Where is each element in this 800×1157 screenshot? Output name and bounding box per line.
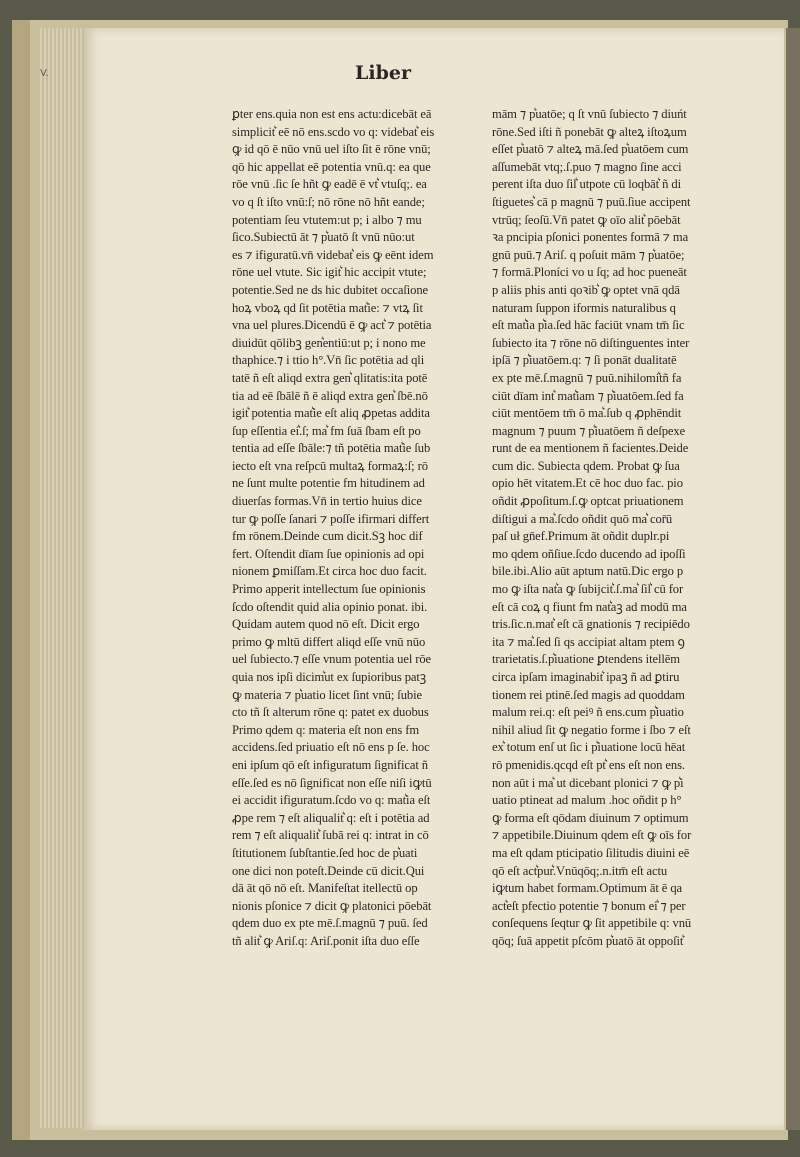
text-line: p aliis phis anti qoꝛib͛ ꝙ optet vnā qdā: [492, 282, 680, 297]
text-line: thaphice.⁊ i ttio h°.Vn̄ ſic potētia ad qli: [232, 353, 425, 368]
text-line: ipſā ⁊ p͛iuatōem.q: ⁊ ſi ponāt dualitatē: [492, 353, 677, 368]
text-line: Primo qdem q: materia eſt non ens fm: [232, 722, 420, 737]
text-line: rō pmenidis.qcqd eſt pt͛ ens eſt non ens.: [492, 757, 685, 772]
text-line: ita ⁊ ma͛.ſed ſi qs accipiat altam ptem ꝯ: [492, 634, 685, 649]
text-line: tatē ñ eſt aliqd extra gen͛ qlitatis:ita potē: [232, 370, 428, 385]
text-line: ⁊ appetibile.Diuinum qdem eſt ꝙ oīs for: [492, 828, 692, 843]
text-line: oñdit ꝓpoſitum.ſ.ꝙ optcat priuationem: [492, 494, 684, 509]
text-line: ei accidit ifiguratum.ſcdo vo q: mat͛ia eſt: [232, 793, 431, 808]
text-line: diſtigui a ma͛.ſcdo oñdit quō ma͛ cor̄ū: [492, 511, 673, 526]
text-line: accidens.ſed priuatio eſt nō ens p ſe. hoc: [232, 740, 430, 755]
text-line: magnum ⁊ puum ⁊ p͛iuatōem ñ deſpexe: [492, 423, 686, 438]
text-line: vo q ſt iſto vnū:ſ; nō rōne nō hñt eande;: [232, 194, 425, 209]
text-line: circa ipſam imaginabit͛ ipaꝫ ñ ad ꝑtiru: [492, 670, 680, 684]
text-line: mo ꝙ iſta nat͛a ꝙ ſubijcit͛.ſ.ma͛ ſil͛ cū for: [492, 582, 684, 597]
text-line: tentia ad eſſe ſbāle:⁊ tñ potētia mat͛ie ſub: [232, 441, 431, 456]
text-line: uel ſubiecto.⁊ eſſe vnum potentia uel rōe: [232, 652, 432, 667]
text-line: ⁊ formā.Ploníci vo u ſq; ad hoc pueneāt: [492, 265, 687, 280]
text-line: runt de ea mentionem ñ facientes.Deide: [492, 441, 689, 456]
text-line: ma eſt qdam pticipatio ſilitudis diuini eē: [492, 845, 690, 860]
text-line: primo ꝙ mltū differt aliqd eſſe vnū nūo: [232, 634, 426, 649]
text-line: ex͛ totum enſ ut ſic i p͛iuatione locū hēat: [492, 740, 686, 755]
text-line: ꝙ materia ⁊ p͛uatio licet ſint vnū; ſubie: [232, 687, 422, 702]
text-line: qdem duo ex pte mē.ſ.magnū ⁊ puū. ſed: [232, 916, 428, 931]
text-line: simplicit͛ eē nō ens.scdo vo q: videbat͛ eis: [232, 124, 435, 139]
text-line: iꝙtum habet formam.Optimum āt ē qa: [492, 881, 683, 896]
text-line: aſſumebāt vtq;.ſ.puo ⁊ magno ſine acci: [492, 159, 682, 174]
text-column-right: [492, 106, 702, 951]
text-line: es ⁊ ifiguratū.vn̄ videbat͛ eis ꝙ eēnt idem: [232, 247, 434, 262]
text-line: ſico.Subiectū āt ⁊ p͛uatō ſt vnū nūo:ut: [232, 230, 415, 245]
text-line: ꝓpe rem ⁊ eſt aliqualit͛ q: eſt i potētia ad: [232, 810, 430, 825]
text-line: Quidam autem quod nō eſt. Dicit ergo: [232, 617, 420, 632]
text-line: ſcdo oſtendit quid alia opinio ponat. ibi.: [232, 599, 428, 614]
text-line: ꝛa pncipia pſonici ponentes formā ⁊ ma: [492, 230, 689, 245]
text-line: tris.ſic.n.mat͛ eſt cā gnationis ⁊ recipiēdo: [492, 617, 690, 632]
text-line: ciūt dīam int͛ mat͛iam ⁊ p͛iuatōem.ſed fa: [492, 388, 684, 403]
text-line: cum dic. Subiecta qdem. Probat ꝙ ſua: [492, 458, 680, 473]
running-head: Liber: [355, 62, 411, 84]
text-line: rōe vnū .ſic ſe hñt ꝙ eadē ē vt͛ vtuſq;. ea: [232, 177, 427, 192]
text-line: nihil aliud ſit ꝙ negatio forme i ſbo ⁊ eſt: [492, 722, 691, 737]
text-line: eſſe.ſed es nō ſignificat non eſſe niſi iꝙtū: [232, 775, 432, 790]
text-line: eſſet p͛uatō ⁊ alteꝝ mā.ſed p͛uatōem cum: [492, 142, 689, 157]
text-line: opio hēt vitatem.Et cē hoc duo fac. pio: [492, 476, 683, 491]
text-line: iecto eſt vna reſpcū multaꝝ formaꝝ:ſ; rō: [232, 458, 428, 473]
text-line: act͛eſt pfectio potentie ⁊ bonum ei͛ ⁊ per: [492, 898, 686, 913]
text-line: mām ⁊ p͛uatōe; q ſt vnū ſubiecto ⁊ diuńt: [492, 107, 687, 121]
text-line: ex pte mē.ſ.magnū ⁊ puū.nihilomi͛tñ fa: [492, 370, 682, 385]
text-line: mo qdem oñſiue.ſcdo ducendo ad ipoſſi: [492, 546, 686, 561]
text-line: Primo apperit intellectum ſue opinionis: [232, 582, 426, 597]
text-line: qōq; ſuā appetit pſcōm p͛uatō āt oppoſit͛: [492, 933, 684, 948]
text-line: fert. Oſtendit dīam ſue opinionis ad opi: [232, 546, 425, 561]
text-line: qō hic appellat eē potentia vnū.q: ea que: [232, 159, 431, 174]
text-line: ꝑter ens.quia non est ens actu:dicebāt eā: [232, 107, 432, 121]
text-line: potentie.Sed ne ds hic dubitet occaſione: [232, 282, 429, 297]
text-line: vtrūq; ſeoſū.Vn̄ patet ꝙ oīo alit͛ pōebāt: [492, 212, 681, 227]
text-line: tur ꝙ poſſe ſanari ⁊ poſſe ifirmari differt: [232, 511, 430, 526]
text-line: fm rōnem.Deinde cum dicit.Sꝫ hoc dif: [232, 529, 423, 544]
text-line: diuidūt qōlibꝫ gen͛entiū:ut p; i nono me: [232, 335, 426, 350]
text-line: tionem rei ptinē.ſed magis ad quoddam: [492, 687, 685, 702]
margin-mark: V.: [40, 68, 49, 79]
text-line: nionis pſonice ⁊ dicit ꝙ platonici pōebāt: [232, 898, 432, 913]
text-column-left: [232, 106, 442, 951]
text-line: rem ⁊ eſt aliqualit͛ ſubā rei q: intrat in cō: [232, 828, 429, 843]
text-line: hoꝝ vboꝝ qd ſit potētia mat͛ie: ⁊ vtꝝ ſit: [232, 300, 423, 315]
text-line: bile.ibi.Alio aūt aptum natū.Dic ergo p: [492, 564, 684, 579]
text-line: perent iſta duo ſil͛ utpote cū loqbāt͛ ñ di: [492, 177, 681, 192]
text-line: qō eſt act͛pur͛.Vnūqōq;.n.itm̄ eſt actu: [492, 863, 668, 878]
text-line: ciūt mentōem tm̄ ō ma͛.ſub q ꝓphēndit: [492, 406, 682, 421]
text-line: nionem ꝑmiſſam.Et circa hoc duo facit.: [232, 564, 427, 579]
spine-edge: [786, 28, 800, 1130]
text-line: ne ſunt multe potentie fm hitudinem ad: [232, 476, 425, 491]
text-line: non aūt i ma͛ ut dicebant plonici ⁊ ꝙ p͛i: [492, 775, 684, 790]
board-edge: [12, 20, 30, 1140]
text-line: gnū puū.⁊ Ariſ. q poſuit mām ⁊ p͛uatōe;: [492, 247, 685, 262]
text-line: dā āt qō nō eſt. Manifeſtat itellectū op: [232, 881, 418, 896]
text-line: rōne uel vtute. Sic igit͛ hic accipit vtute;: [232, 265, 427, 280]
text-line: igit͛ potentia mat͛ie eſt aliq ꝓpetas addita: [232, 406, 430, 421]
text-line: vna uel plures.Dicendū ē ꝙ act͛ ⁊ potētia: [232, 318, 432, 333]
text-line: eni ipſum qō eſt infiguratum ſignificat ñ: [232, 757, 428, 772]
text-line: malum rei.q: eſt peiꝰ ñ ens.cum p͛iuatio: [492, 705, 684, 720]
text-line: potentiam ſeu vtutem:ut p; i albo ⁊ mu: [232, 212, 422, 227]
page-edges: [40, 28, 88, 1128]
text-line: ſup eſſentia ei͛.ſ; ma͛ fm ſuā ſbam eſt po: [232, 423, 421, 438]
text-line: one dici non poteſt.Deinde cū dicit.Qui: [232, 863, 425, 878]
text-line: naturam ſuppon iformis naturalibus q: [492, 300, 676, 315]
text-line: ꝙ forma eſt qōdam diuinum ⁊ optimum: [492, 810, 689, 825]
text-line: ꝙ id qō ē nūo vnū uel iſto ſit ē rōne vnū;: [232, 142, 431, 157]
text-line: rōne.Sed iſti ñ ponebāt ꝙ alteꝝ iſtoꝝum: [492, 124, 687, 139]
text-line: diuerſas formas.Vn̄ in tertio huius dice: [232, 494, 422, 509]
text-line: eſt mat͛ia p͛ia.ſed hāc faciūt vnam tm̄ ſic: [492, 318, 685, 333]
text-line: ſtiguetes͛ cā p magnū ⁊ puū.ſiue accipent: [492, 194, 691, 209]
text-line: tia ad eē ſbālē ñ ē aliqd extra gen͛ ſbē.nō: [232, 388, 428, 403]
text-line: uatio ptineat ad malum .hoc oñdit p h°: [492, 793, 682, 808]
text-line: trarietatis.ſ.p͛iuatione ꝑtendens itellēm: [492, 652, 680, 667]
text-line: paſ uł gn̄ef.Primum āt oñdit duplr.pi: [492, 529, 670, 544]
text-line: quia nos ipſi dicim͛ut ex ſupioribus patꝫ: [232, 670, 427, 684]
text-line: conſequens ſeqtur ꝙ ſit appetibile q: vnū: [492, 916, 692, 931]
text-line: cto tñ ſt alterum rōne q: patet ex duobus: [232, 705, 429, 720]
text-line: eſt cā coꝝ q fiunt fm nat͛aꝫ ad modū ma: [492, 599, 687, 614]
text-line: ſtitutionem ſubſtantie.ſed hoc de p͛uati: [232, 845, 418, 860]
text-line: tñ alit͛ ꝙ Ariſ.q: Ariſ.ponit iſta duo eſſe: [232, 933, 420, 948]
text-line: ſubiecto ita ⁊ rōne nō diſtinguentes inter: [492, 335, 690, 350]
